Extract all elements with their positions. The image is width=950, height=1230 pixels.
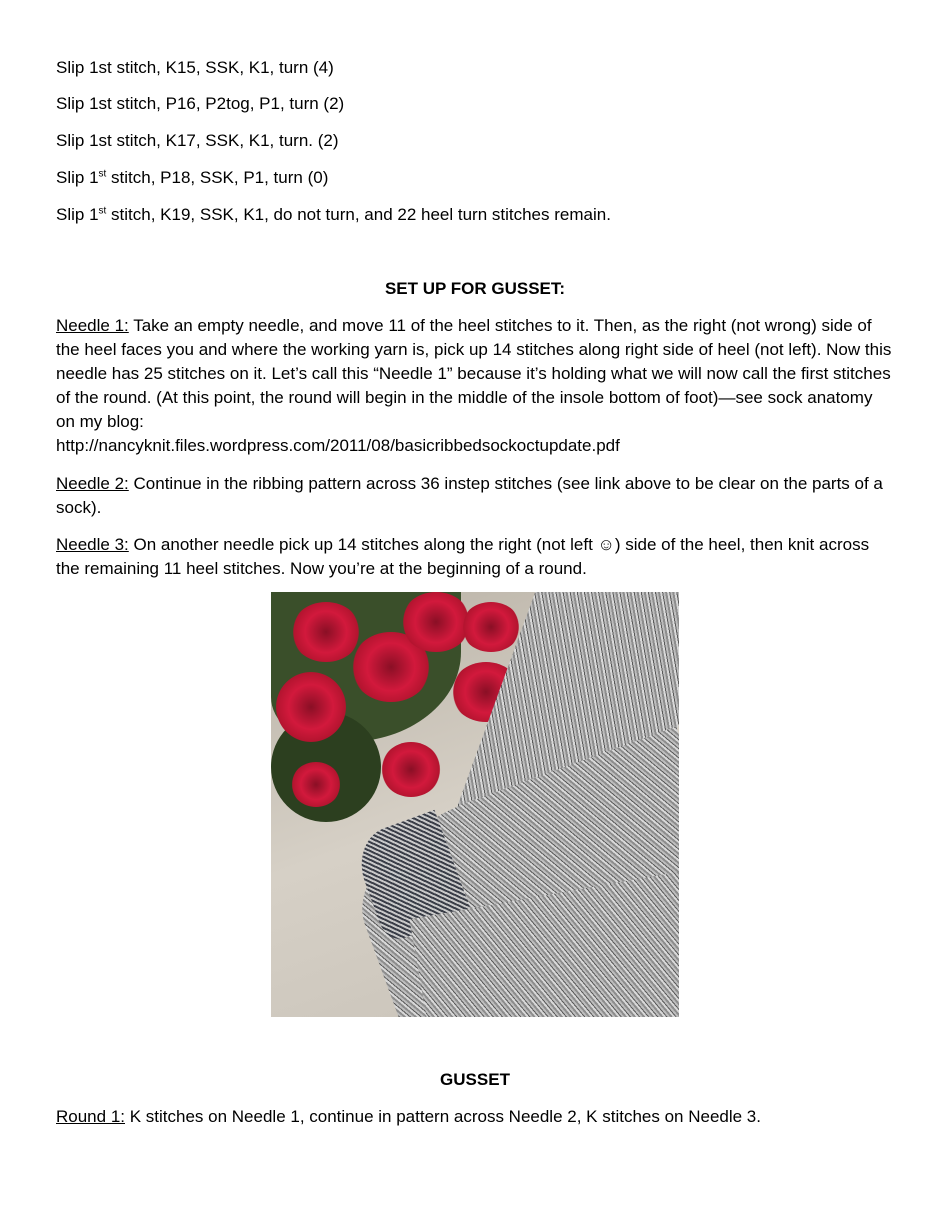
gusset-heading: GUSSET	[440, 1070, 510, 1089]
instruction-row: Slip 1st stitch, K17, SSK, K1, turn. (2)	[56, 131, 339, 150]
instruction-row: Slip 1st stitch, P16, P2tog, P1, turn (2)	[56, 94, 345, 113]
needle1-paragraph: Needle 1: Take an empty needle, and move 11 of the heel stitches to it. Then, as the right (not wrong) side of the heel faces you and where the working yarn is, pick up 14 stitches along right side of heel (not left). Now this needle has 25 stitches on it. Let’s call this “Needle 1” because it’s holding what we will now call the first stitches of the round. (At this point, the round will begin in the middle of the insole bottom of foot)—see sock anatomy on my blog: http://nancyknit.files.wordpress.com/2011/08/basicribbedsockoctupdate.pdf	[56, 316, 892, 455]
sock-photo	[271, 592, 679, 1017]
instruction-row: Slip 1st stitch, K15, SSK, K1, turn (4)	[56, 58, 334, 77]
blog-link[interactable]: http://nancyknit.files.wordpress.com/2011/08/basicribbedsockoctupdate.pdf	[56, 436, 620, 455]
needle3-paragraph: Needle 3: On another needle pick up 14 stitches along the right (not left ☺) side of the heel, then knit across the remaining 11 heel stitches. Now you’re at the beginning of a round.	[56, 535, 870, 578]
instruction-row: Slip 1st stitch, K19, SSK, K1, do not turn, and 22 heel turn stitches remain.	[56, 205, 611, 224]
needle2-paragraph: Needle 2: Continue in the ribbing pattern across 36 instep stitches (see link above to be clear on the parts of a sock).	[56, 474, 883, 517]
round1-paragraph: Round 1: K stitches on Needle 1, continue in pattern across Needle 2, K stitches on Needle 3.	[56, 1107, 761, 1126]
setup-heading: SET UP FOR GUSSET:	[384, 279, 566, 298]
instruction-row: Slip 1st stitch, P18, SSK, P1, turn (0)	[56, 168, 329, 187]
